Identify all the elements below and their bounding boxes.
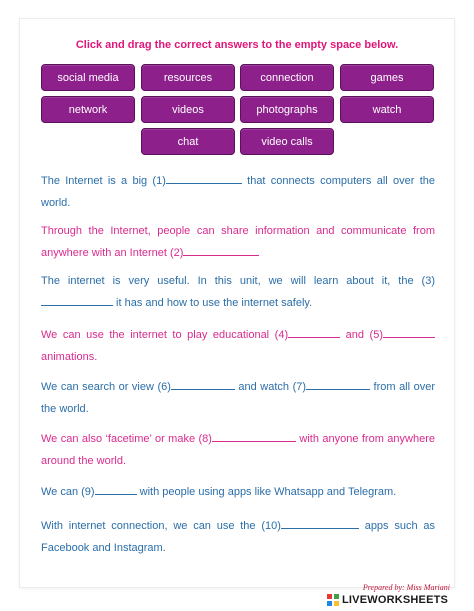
blank-7[interactable] xyxy=(306,379,370,390)
blank-4[interactable] xyxy=(288,327,340,338)
answer-chip-video-calls[interactable]: video calls xyxy=(240,128,334,155)
sentence-8 xyxy=(41,515,435,559)
blank-5[interactable] xyxy=(383,327,435,338)
sentence-6 xyxy=(41,428,435,472)
answer-chip-social-media[interactable]: social media xyxy=(41,64,135,91)
blank-10[interactable] xyxy=(281,518,359,529)
sentence-8-text-a: With internet connection, we can use the (10) xyxy=(41,520,281,532)
answer-chip-resources[interactable]: resources xyxy=(141,64,235,91)
blank-1[interactable] xyxy=(166,173,242,184)
brand-logo xyxy=(327,594,448,606)
answer-chip-games[interactable]: games xyxy=(340,64,434,91)
answer-chip-watch[interactable]: watch xyxy=(340,96,434,123)
liveworksheets-icon xyxy=(327,594,339,606)
sentence-6-text-a: We can also ‘facetime’ or make (8) xyxy=(41,433,212,445)
sentence-1 xyxy=(41,170,435,214)
sentence-5-text-c: from all over the world. xyxy=(41,381,435,415)
sentence-2-text-a: Through the Internet, people can share information and communicate from anywhere with an Internet (2) xyxy=(41,225,435,259)
sentence-7-text-b: with people using apps like Whatsapp and Telegram. xyxy=(136,486,397,498)
sentence-3-text-b: it has and how to use the internet safely. xyxy=(113,297,313,309)
sentence-5-text-b: and watch (7) xyxy=(234,381,307,393)
sentence-7 xyxy=(41,481,435,503)
sentence-4-text-b: and (5) xyxy=(340,329,383,341)
blank-3[interactable] xyxy=(41,295,113,306)
answer-chip-videos[interactable]: videos xyxy=(141,96,235,123)
blank-2[interactable] xyxy=(183,245,259,256)
sentence-1-text-b: that connects computers all over the world. xyxy=(41,175,435,209)
brand-text: LIVEWORKSHEETS xyxy=(342,594,449,606)
credit-text: Prepared by: Miss Mariani xyxy=(362,583,450,592)
sentence-8-text-b: apps such as Facebook and Instagram. xyxy=(41,520,435,554)
sentence-3-text-a: The internet is very useful. In this unit, we will learn about it, the (3) xyxy=(41,275,435,287)
blank-8[interactable] xyxy=(212,431,296,442)
answer-chip-network[interactable]: network xyxy=(41,96,135,123)
sentence-2 xyxy=(41,220,435,264)
sentence-3 xyxy=(41,270,435,314)
sentence-4-text-a: We can use the internet to play educational (4) xyxy=(41,329,289,341)
blank-9[interactable] xyxy=(95,484,137,495)
answer-chip-chat[interactable]: chat xyxy=(141,128,235,155)
answer-chip-connection[interactable]: connection xyxy=(240,64,334,91)
sentence-5-text-a: We can search or view (6) xyxy=(41,381,171,393)
sentence-5 xyxy=(41,376,435,420)
sentence-4-text-c: animations. xyxy=(41,351,98,363)
instruction-text: Click and drag the correct answers to the empty space below. xyxy=(75,39,399,51)
sentence-6-text-b: with anyone from anywhere around the world. xyxy=(41,433,435,467)
blank-6[interactable] xyxy=(171,379,235,390)
sentence-7-text-a: We can (9) xyxy=(41,486,95,498)
answer-chip-photographs[interactable]: photographs xyxy=(240,96,334,123)
sentence-4 xyxy=(41,324,435,368)
sentence-1-text-a: The Internet is a big (1) xyxy=(41,175,166,187)
